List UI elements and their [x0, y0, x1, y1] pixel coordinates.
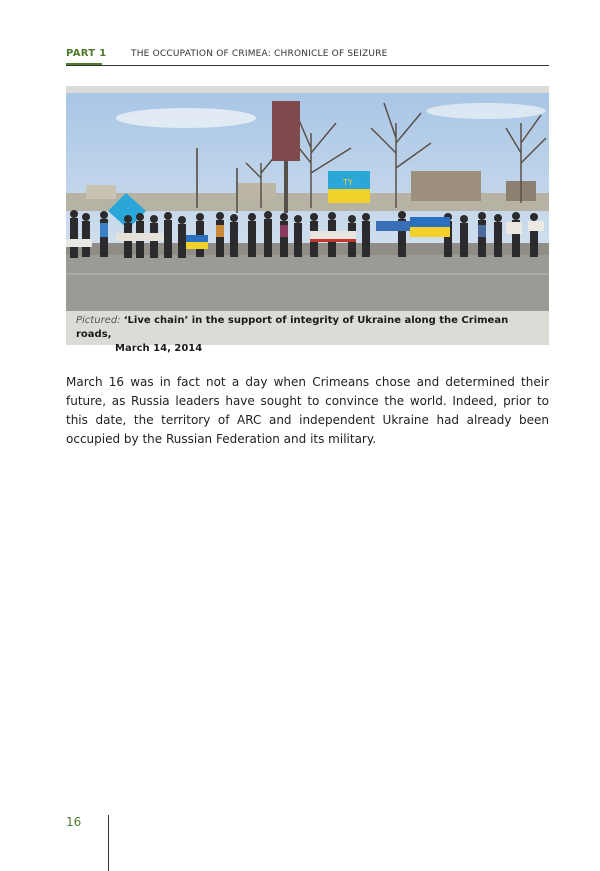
page-number: 16 — [66, 815, 82, 829]
photo-figure — [66, 86, 549, 354]
photo-caption — [76, 314, 546, 356]
caption-text: ‘Live chain’ in the support of integrity of Ukraine along the Crimean roads, — [76, 315, 509, 340]
header-rule — [66, 65, 549, 66]
caption-label: Pictured: — [76, 315, 121, 326]
running-header — [66, 48, 549, 66]
part-label: PART 1 — [66, 48, 107, 59]
body-paragraph: March 16 was in fact not a day when Crimeans chose and determined their future, as Russia leaders have sought to convince the world. Indeed, prior to this date, the territory of ARC and independent Ukraine had already been occupied by the Russian Federation and its military. — [66, 375, 549, 446]
page-number-rule — [108, 815, 109, 871]
svg-text:ΤΥ: ΤΥ — [343, 178, 353, 187]
chapter-title: THE OCCUPATION OF CRIMEA: CHRONICLE OF SEIZURE — [131, 49, 388, 59]
live-chain-photo — [66, 93, 549, 311]
caption-date: March 14, 2014 — [115, 343, 203, 354]
